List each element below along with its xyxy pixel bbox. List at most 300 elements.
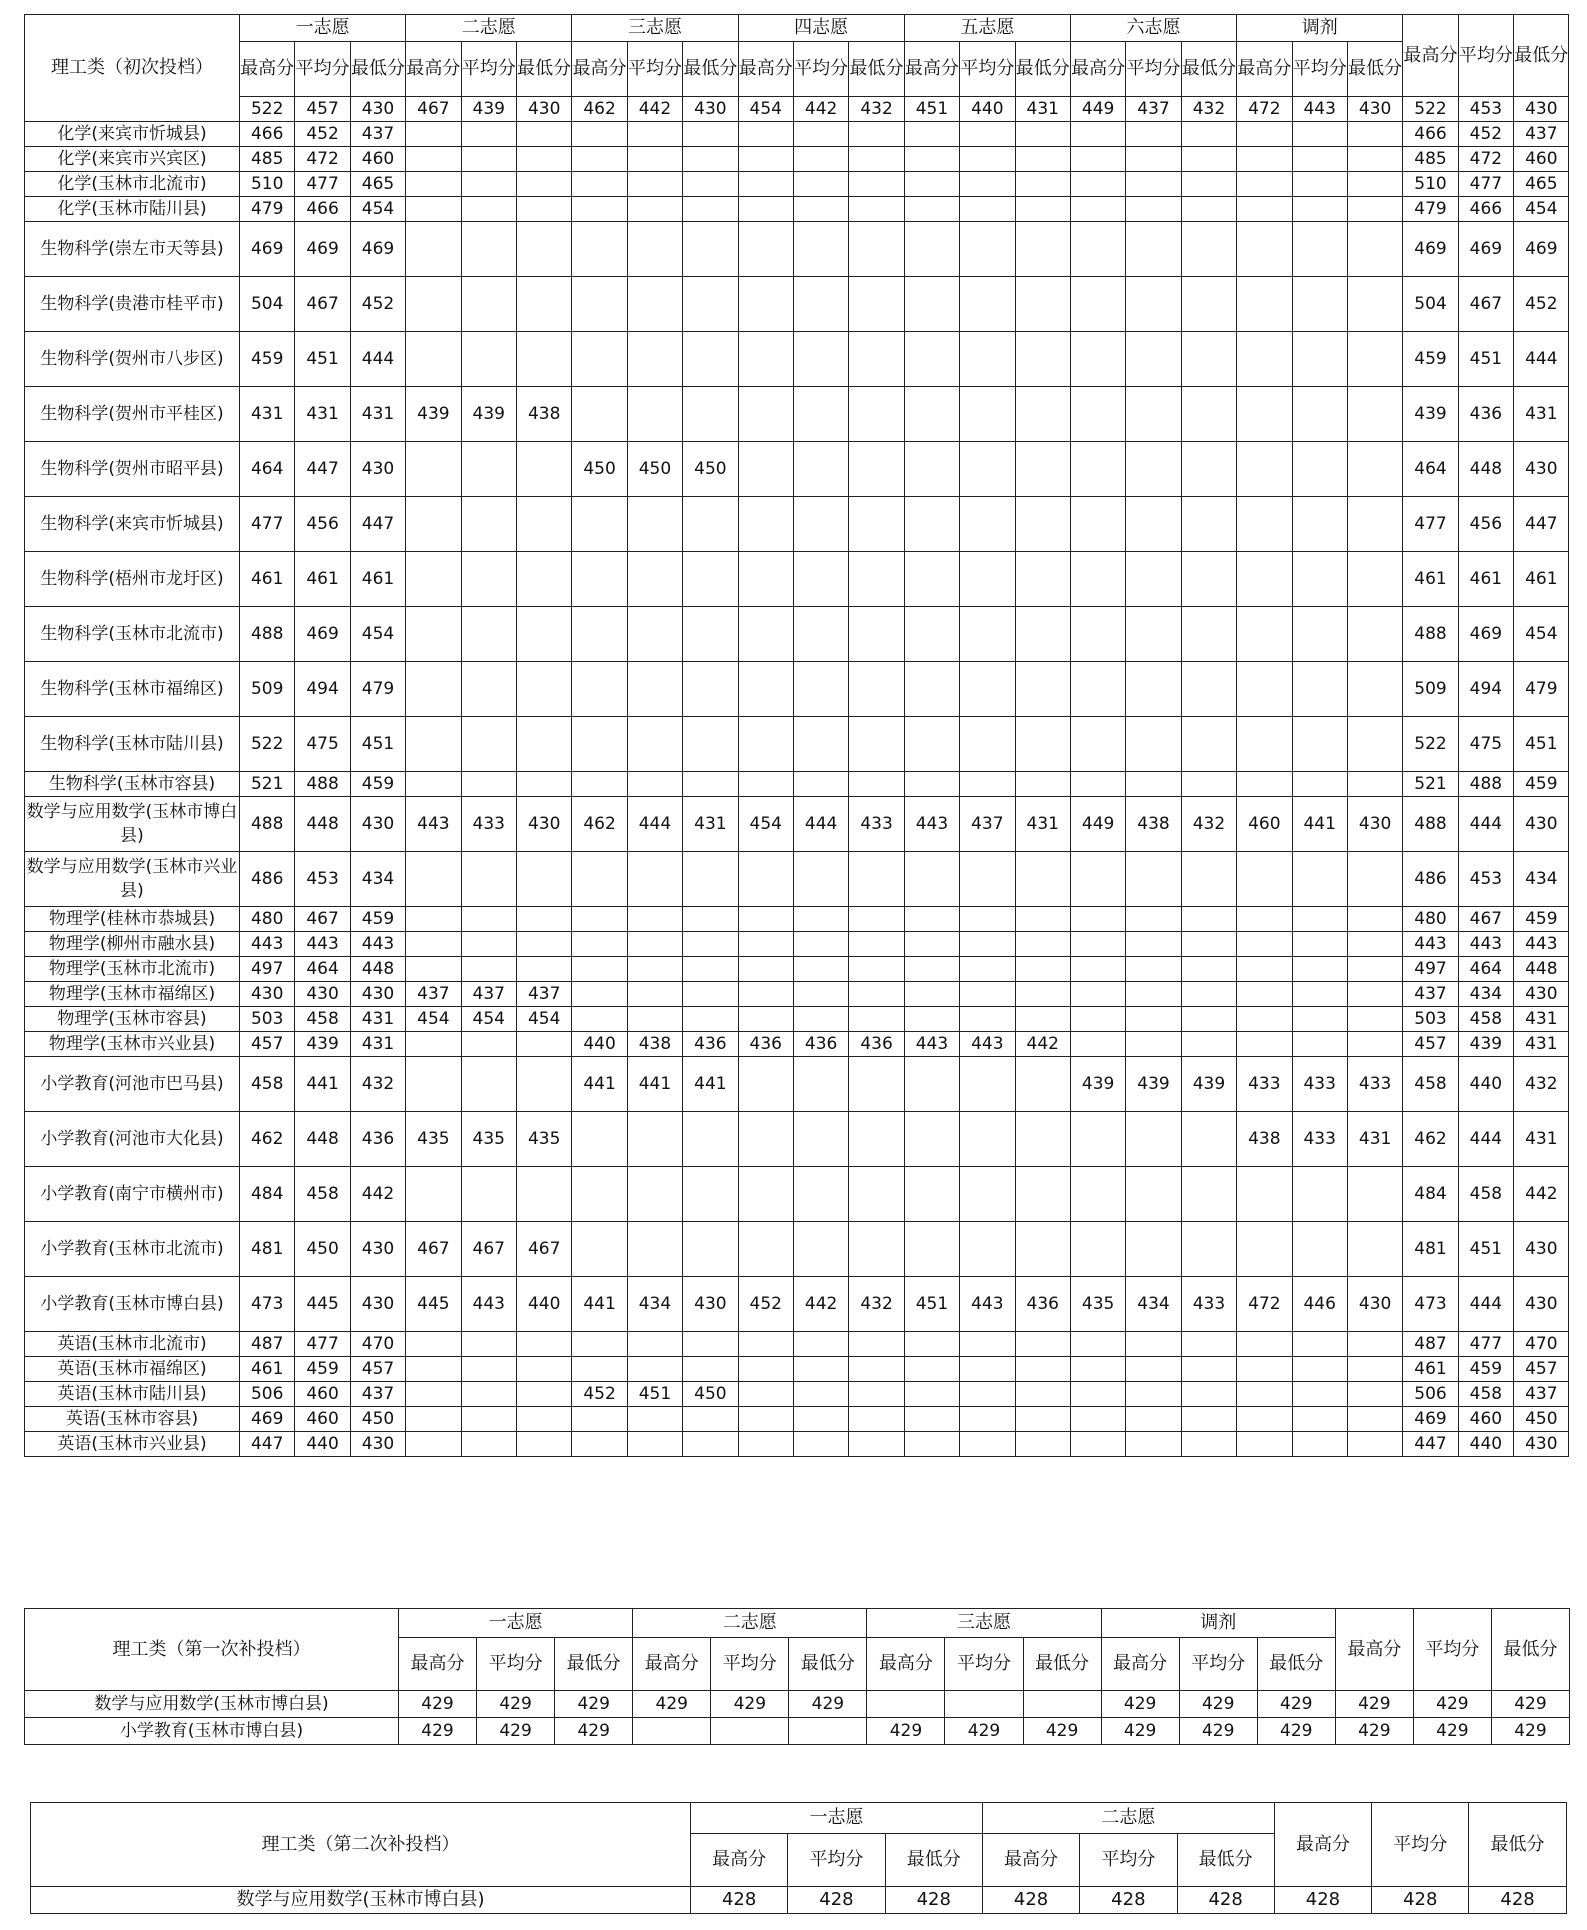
score-cell xyxy=(1181,1382,1236,1407)
score-cell xyxy=(1070,1332,1125,1357)
score-cell: 443 xyxy=(960,1032,1015,1057)
score-cell: 453 xyxy=(295,852,350,907)
score-cell xyxy=(904,932,959,957)
score-cell: 439 xyxy=(1126,1057,1181,1112)
score-cell: 447 xyxy=(350,497,405,552)
score-cell: 465 xyxy=(350,172,405,197)
score-cell: 438 xyxy=(627,1032,682,1057)
score-cell xyxy=(738,662,793,717)
score-cell: 461 xyxy=(1458,552,1513,607)
score-cell: 429 xyxy=(789,1691,867,1718)
score-cell: 437 xyxy=(516,982,571,1007)
score-cell: 443 xyxy=(1514,932,1569,957)
major-name: 生物科学(贺州市八步区) xyxy=(25,332,240,387)
summary-cell: 472 xyxy=(1237,97,1292,122)
score-cell: 494 xyxy=(1458,662,1513,717)
score-cell xyxy=(1015,982,1070,1007)
score-cell xyxy=(1126,1407,1181,1432)
score-cell xyxy=(516,197,571,222)
score-cell xyxy=(793,277,848,332)
table-row xyxy=(25,1407,1569,1432)
score-cell: 465 xyxy=(1514,172,1569,197)
total-header: 最低分 xyxy=(1469,1803,1566,1887)
score-cell: 432 xyxy=(849,1277,904,1332)
score-cell xyxy=(1181,387,1236,442)
header-row-sublabels xyxy=(25,42,1569,97)
score-cell xyxy=(1347,122,1402,147)
score-cell xyxy=(793,222,848,277)
group-header: 一志愿 xyxy=(691,1803,983,1834)
score-cell xyxy=(1126,1332,1181,1357)
score-cell: 440 xyxy=(1458,1432,1513,1457)
score-cell: 430 xyxy=(1514,1222,1569,1277)
score-cell xyxy=(1126,497,1181,552)
score-cell xyxy=(627,387,682,442)
score-cell: 459 xyxy=(350,772,405,797)
score-cell xyxy=(1126,1382,1181,1407)
score-cell: 443 xyxy=(350,932,405,957)
score-cell: 451 xyxy=(1514,717,1569,772)
score-cell xyxy=(461,1332,516,1357)
score-cell xyxy=(1237,607,1292,662)
score-cell: 437 xyxy=(461,982,516,1007)
score-cell: 431 xyxy=(350,387,405,442)
total-header: 平均分 xyxy=(1372,1803,1469,1887)
score-cell: 429 xyxy=(1413,1691,1491,1718)
score-cell: 456 xyxy=(295,497,350,552)
score-cell: 487 xyxy=(1403,1332,1458,1357)
score-cell xyxy=(960,147,1015,172)
table-row xyxy=(25,497,1569,552)
score-cell xyxy=(960,662,1015,717)
score-cell xyxy=(1237,122,1292,147)
score-cell xyxy=(738,197,793,222)
score-cell xyxy=(516,552,571,607)
score-cell xyxy=(627,1007,682,1032)
score-cell xyxy=(572,277,627,332)
score-cell xyxy=(1070,332,1125,387)
score-cell: 436 xyxy=(793,1032,848,1057)
score-cell: 442 xyxy=(1514,1167,1569,1222)
score-cell xyxy=(738,1112,793,1167)
score-cell xyxy=(793,982,848,1007)
table-row xyxy=(25,197,1569,222)
score-cell xyxy=(461,717,516,772)
score-cell xyxy=(1237,907,1292,932)
score-cell: 466 xyxy=(295,197,350,222)
score-cell xyxy=(1237,332,1292,387)
score-cell xyxy=(738,147,793,172)
major-name: 英语(玉林市北流市) xyxy=(25,1332,240,1357)
score-cell xyxy=(683,772,738,797)
score-cell: 452 xyxy=(1458,122,1513,147)
score-cell: 469 xyxy=(1458,222,1513,277)
score-cell: 438 xyxy=(1237,1112,1292,1167)
score-cell: 434 xyxy=(1458,982,1513,1007)
score-cell xyxy=(793,497,848,552)
score-cell xyxy=(683,332,738,387)
score-cell xyxy=(406,1382,461,1407)
score-cell xyxy=(1126,552,1181,607)
score-cell xyxy=(516,907,571,932)
score-cell xyxy=(1181,1112,1236,1167)
score-cell xyxy=(1347,1432,1402,1457)
score-cell xyxy=(960,497,1015,552)
score-cell xyxy=(683,1112,738,1167)
score-cell xyxy=(904,1407,959,1432)
table-row xyxy=(31,1887,1567,1914)
score-cell xyxy=(1237,957,1292,982)
admission-table-initial xyxy=(24,14,1569,1457)
major-name: 物理学(玉林市北流市) xyxy=(25,957,240,982)
score-cell: 439 xyxy=(461,387,516,442)
group-header: 四志愿 xyxy=(738,15,904,42)
score-cell xyxy=(1015,1167,1070,1222)
score-cell: 452 xyxy=(572,1382,627,1407)
table-title: 理工类（第一次补投档） xyxy=(25,1609,399,1691)
score-cell xyxy=(1070,442,1125,497)
score-cell: 429 xyxy=(1179,1691,1257,1718)
score-cell: 435 xyxy=(1070,1277,1125,1332)
score-cell xyxy=(627,907,682,932)
table-row xyxy=(25,1057,1569,1112)
sub-header: 最低分 xyxy=(516,42,571,97)
major-name: 物理学(桂林市恭城县) xyxy=(25,907,240,932)
score-cell: 467 xyxy=(406,1222,461,1277)
score-cell: 433 xyxy=(461,797,516,852)
score-cell xyxy=(1347,197,1402,222)
group-header: 二志愿 xyxy=(982,1803,1274,1834)
score-cell: 506 xyxy=(1403,1382,1458,1407)
score-cell: 444 xyxy=(627,797,682,852)
score-cell: 485 xyxy=(240,147,295,172)
score-cell xyxy=(738,1407,793,1432)
score-cell xyxy=(1292,1032,1347,1057)
score-cell xyxy=(904,387,959,442)
score-cell xyxy=(849,222,904,277)
score-cell xyxy=(406,332,461,387)
score-cell xyxy=(793,1112,848,1167)
score-cell: 430 xyxy=(1514,982,1569,1007)
score-cell: 484 xyxy=(1403,1167,1458,1222)
score-cell: 473 xyxy=(240,1277,295,1332)
score-cell: 461 xyxy=(240,1357,295,1382)
score-cell xyxy=(572,607,627,662)
score-cell xyxy=(738,717,793,772)
score-cell: 469 xyxy=(240,1407,295,1432)
score-cell xyxy=(904,1007,959,1032)
score-cell xyxy=(572,172,627,197)
score-cell xyxy=(849,1057,904,1112)
score-cell xyxy=(1126,932,1181,957)
score-cell xyxy=(1347,1032,1402,1057)
score-cell xyxy=(1126,332,1181,387)
score-cell xyxy=(1070,982,1125,1007)
score-cell xyxy=(1347,772,1402,797)
sub-header: 平均分 xyxy=(627,42,682,97)
score-cell xyxy=(406,552,461,607)
score-cell xyxy=(738,387,793,442)
admission-table-first-supplement xyxy=(24,1608,1570,1745)
sub-header: 最低分 xyxy=(849,42,904,97)
score-cell: 450 xyxy=(1514,1407,1569,1432)
group-header: 六志愿 xyxy=(1070,15,1236,42)
major-name: 小学教育(南宁市横州市) xyxy=(25,1167,240,1222)
score-cell xyxy=(1070,1357,1125,1382)
score-cell: 447 xyxy=(1514,497,1569,552)
score-cell xyxy=(1237,982,1292,1007)
score-cell xyxy=(1237,552,1292,607)
major-name: 物理学(玉林市兴业县) xyxy=(25,1032,240,1057)
score-cell: 450 xyxy=(572,442,627,497)
score-cell xyxy=(1126,957,1181,982)
score-cell: 429 xyxy=(1101,1718,1179,1745)
score-cell: 457 xyxy=(350,1357,405,1382)
score-cell: 429 xyxy=(477,1691,555,1718)
score-cell xyxy=(1347,607,1402,662)
score-cell xyxy=(683,122,738,147)
summary-cell: 442 xyxy=(793,97,848,122)
score-cell xyxy=(516,717,571,772)
score-cell xyxy=(1292,717,1347,772)
score-cell xyxy=(516,172,571,197)
score-cell: 431 xyxy=(1514,1112,1569,1167)
sub-header: 平均分 xyxy=(1292,42,1347,97)
score-cell xyxy=(1292,552,1347,607)
score-cell xyxy=(1015,332,1070,387)
score-cell xyxy=(1292,907,1347,932)
score-cell xyxy=(1126,277,1181,332)
score-cell xyxy=(1015,607,1070,662)
score-cell: 442 xyxy=(350,1167,405,1222)
score-cell: 428 xyxy=(1372,1887,1469,1914)
score-cell xyxy=(627,1332,682,1357)
summary-cell: 462 xyxy=(572,97,627,122)
score-cell xyxy=(960,172,1015,197)
score-cell: 451 xyxy=(295,332,350,387)
score-cell xyxy=(683,277,738,332)
score-cell: 430 xyxy=(350,442,405,497)
score-cell: 436 xyxy=(350,1112,405,1167)
score-cell: 509 xyxy=(240,662,295,717)
score-cell: 430 xyxy=(683,1277,738,1332)
score-cell xyxy=(1015,497,1070,552)
score-cell xyxy=(738,957,793,982)
score-cell xyxy=(1237,1167,1292,1222)
score-cell xyxy=(960,222,1015,277)
major-name: 数学与应用数学(玉林市博白县) xyxy=(25,1691,399,1718)
score-cell: 464 xyxy=(1403,442,1458,497)
score-cell xyxy=(904,1432,959,1457)
score-cell: 428 xyxy=(788,1887,885,1914)
score-cell xyxy=(738,852,793,907)
score-cell: 433 xyxy=(1292,1057,1347,1112)
score-cell xyxy=(793,1382,848,1407)
score-cell: 461 xyxy=(1403,552,1458,607)
score-cell: 433 xyxy=(1181,1277,1236,1332)
table-row xyxy=(25,1718,1570,1745)
score-cell: 437 xyxy=(1514,122,1569,147)
score-cell xyxy=(516,1382,571,1407)
score-cell xyxy=(849,1222,904,1277)
sub-header: 最高分 xyxy=(633,1638,711,1691)
score-cell xyxy=(683,497,738,552)
sub-header: 最低分 xyxy=(1015,42,1070,97)
sub-header: 平均分 xyxy=(793,42,848,97)
score-cell: 473 xyxy=(1403,1277,1458,1332)
score-cell xyxy=(461,122,516,147)
score-cell: 433 xyxy=(1237,1057,1292,1112)
score-cell xyxy=(1070,907,1125,932)
summary-cell: 430 xyxy=(1347,97,1402,122)
group-header: 调剂 xyxy=(1101,1609,1335,1638)
major-name: 英语(玉林市容县) xyxy=(25,1407,240,1432)
table-row xyxy=(25,1277,1569,1332)
score-cell xyxy=(406,607,461,662)
table-title: 理工类（第二次补投档） xyxy=(31,1803,691,1887)
score-cell xyxy=(904,1357,959,1382)
score-cell: 439 xyxy=(1181,1057,1236,1112)
score-cell xyxy=(793,772,848,797)
score-cell xyxy=(904,172,959,197)
score-cell: 431 xyxy=(240,387,295,442)
summary-cell: 430 xyxy=(350,97,405,122)
score-cell: 437 xyxy=(1403,982,1458,1007)
table-row xyxy=(25,1222,1569,1277)
score-cell xyxy=(904,147,959,172)
score-cell: 433 xyxy=(849,797,904,852)
score-cell xyxy=(960,1167,1015,1222)
score-cell: 436 xyxy=(683,1032,738,1057)
score-cell xyxy=(572,907,627,932)
score-cell xyxy=(1347,662,1402,717)
score-cell: 458 xyxy=(1458,1007,1513,1032)
score-cell: 439 xyxy=(1070,1057,1125,1112)
score-cell: 485 xyxy=(1403,147,1458,172)
score-cell: 435 xyxy=(461,1112,516,1167)
score-cell xyxy=(1126,1432,1181,1457)
score-cell: 435 xyxy=(516,1112,571,1167)
score-cell: 430 xyxy=(350,1432,405,1457)
score-cell: 450 xyxy=(683,1382,738,1407)
score-cell xyxy=(904,122,959,147)
score-cell xyxy=(461,1407,516,1432)
score-cell: 460 xyxy=(1458,1407,1513,1432)
score-cell: 429 xyxy=(945,1718,1023,1745)
score-cell xyxy=(849,907,904,932)
score-cell: 433 xyxy=(1347,1057,1402,1112)
table-row xyxy=(25,1691,1570,1718)
score-cell xyxy=(1181,332,1236,387)
score-cell: 475 xyxy=(1458,717,1513,772)
score-cell xyxy=(1181,907,1236,932)
score-cell: 451 xyxy=(1458,1222,1513,1277)
score-cell: 503 xyxy=(1403,1007,1458,1032)
score-cell: 443 xyxy=(240,932,295,957)
table-row xyxy=(25,332,1569,387)
table-title: 理工类（初次投档） xyxy=(25,15,240,122)
score-cell: 437 xyxy=(406,982,461,1007)
score-cell xyxy=(406,1057,461,1112)
score-cell xyxy=(1015,1357,1070,1382)
score-cell: 441 xyxy=(572,1277,627,1332)
score-cell xyxy=(1237,1407,1292,1432)
summary-cell: 467 xyxy=(406,97,461,122)
score-cell xyxy=(1181,1032,1236,1057)
score-cell: 459 xyxy=(1514,907,1569,932)
score-cell xyxy=(904,277,959,332)
major-name: 化学(来宾市兴宾区) xyxy=(25,147,240,172)
score-cell xyxy=(1347,387,1402,442)
score-cell xyxy=(1015,717,1070,772)
score-cell xyxy=(849,147,904,172)
score-cell xyxy=(793,1167,848,1222)
score-cell: 459 xyxy=(240,332,295,387)
sub-header: 最高分 xyxy=(240,42,295,97)
score-cell xyxy=(516,1432,571,1457)
score-cell: 440 xyxy=(572,1032,627,1057)
score-cell xyxy=(793,957,848,982)
sub-header: 最低分 xyxy=(1023,1638,1101,1691)
score-cell xyxy=(849,387,904,442)
score-cell xyxy=(1237,222,1292,277)
table-row xyxy=(25,1357,1569,1382)
score-cell xyxy=(960,1357,1015,1382)
score-cell: 459 xyxy=(1458,1357,1513,1382)
score-cell xyxy=(849,772,904,797)
score-cell: 467 xyxy=(1458,907,1513,932)
score-cell: 459 xyxy=(1403,332,1458,387)
score-cell xyxy=(1181,147,1236,172)
score-cell xyxy=(1070,607,1125,662)
score-cell xyxy=(1126,442,1181,497)
score-cell xyxy=(1181,607,1236,662)
summary-cell: 437 xyxy=(1126,97,1181,122)
score-cell xyxy=(406,1167,461,1222)
score-cell: 469 xyxy=(295,607,350,662)
summary-cell: 442 xyxy=(627,97,682,122)
score-cell: 469 xyxy=(1458,607,1513,662)
table-row xyxy=(25,662,1569,717)
score-cell xyxy=(516,932,571,957)
score-cell xyxy=(1070,172,1125,197)
score-cell: 444 xyxy=(350,332,405,387)
score-cell xyxy=(1347,222,1402,277)
score-cell xyxy=(960,1057,1015,1112)
score-cell xyxy=(1126,222,1181,277)
score-cell xyxy=(849,1007,904,1032)
score-cell xyxy=(627,552,682,607)
score-cell xyxy=(1237,442,1292,497)
score-cell xyxy=(793,387,848,442)
score-cell xyxy=(1126,197,1181,222)
score-cell xyxy=(960,982,1015,1007)
score-cell xyxy=(1126,147,1181,172)
score-cell xyxy=(516,607,571,662)
score-cell: 428 xyxy=(885,1887,982,1914)
score-cell: 430 xyxy=(295,982,350,1007)
score-cell xyxy=(406,122,461,147)
score-cell xyxy=(904,497,959,552)
score-cell xyxy=(1126,662,1181,717)
score-cell xyxy=(1292,1407,1347,1432)
score-cell xyxy=(1237,1032,1292,1057)
score-cell xyxy=(904,1332,959,1357)
score-cell xyxy=(793,607,848,662)
score-cell: 472 xyxy=(1458,147,1513,172)
sub-header: 最高分 xyxy=(1237,42,1292,97)
score-cell: 469 xyxy=(240,222,295,277)
